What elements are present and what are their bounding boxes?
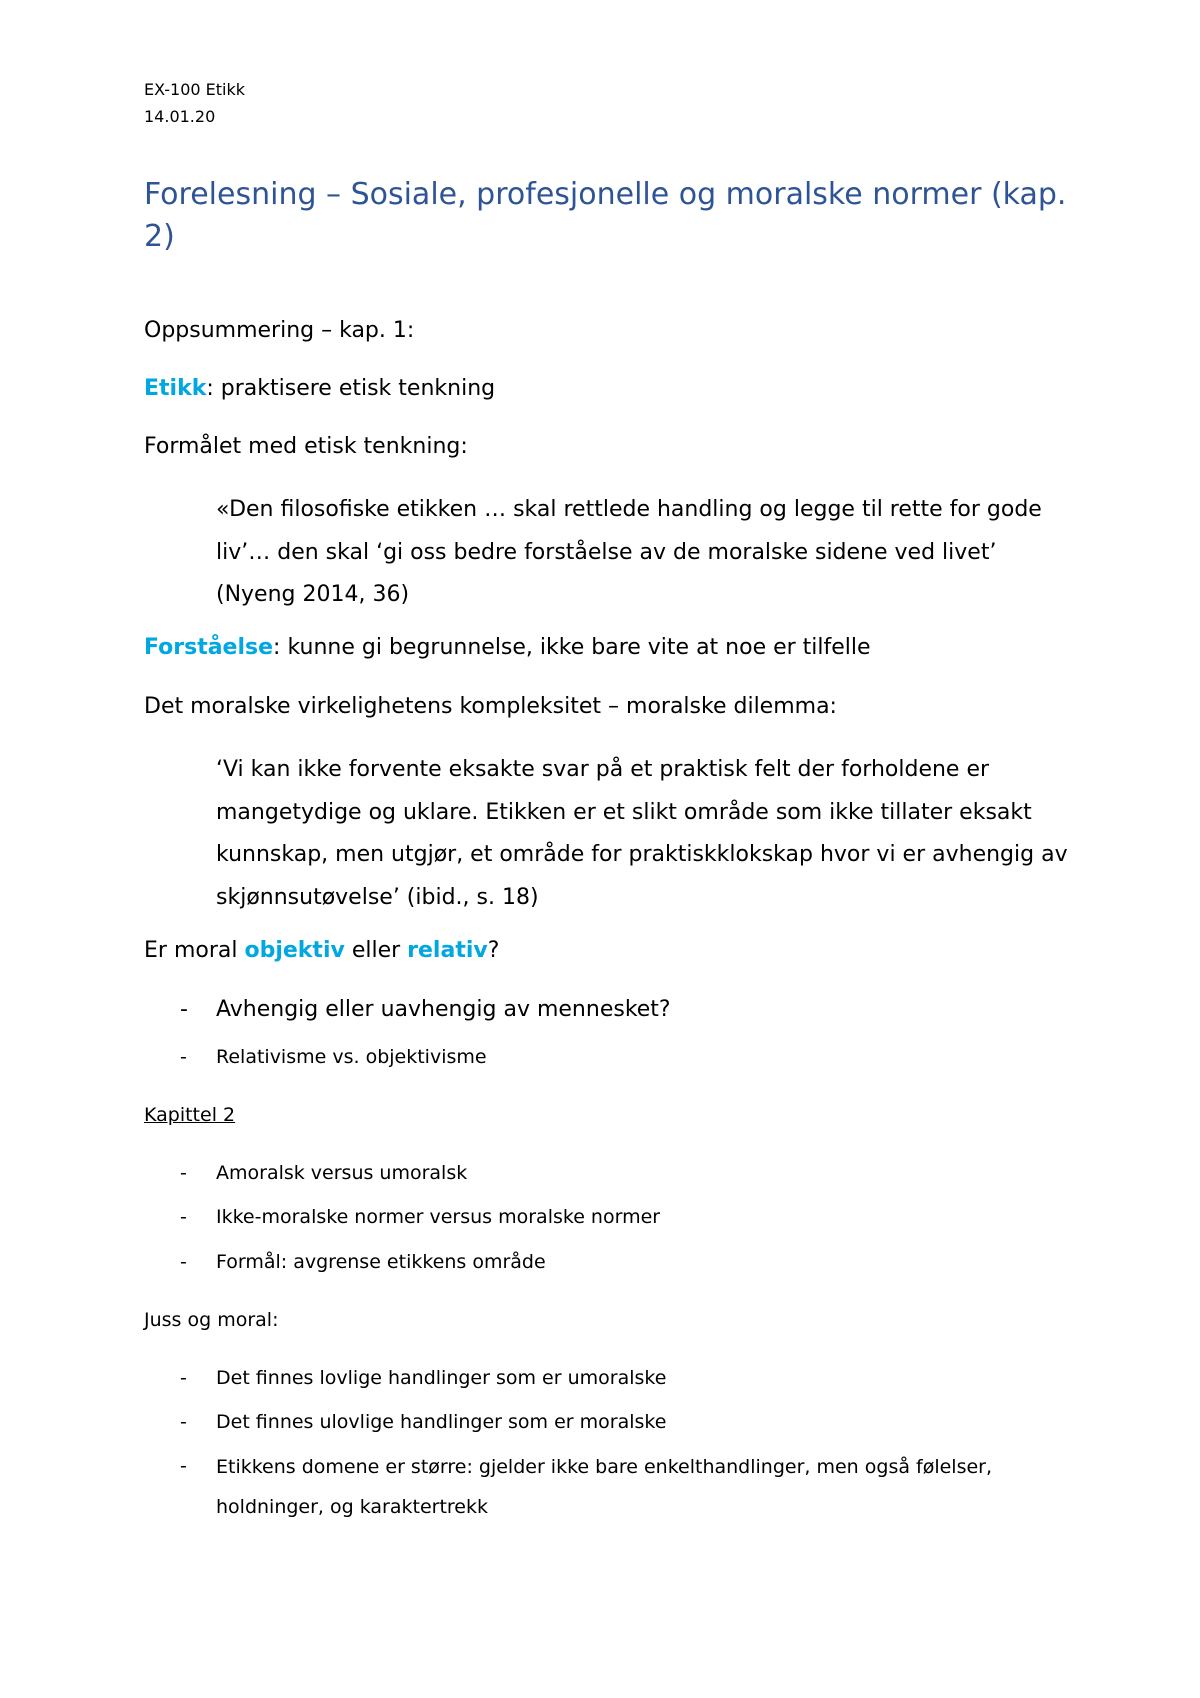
list-item-text: Det finnes ulovlige handlinger som er moralske bbox=[216, 1411, 667, 1433]
list-item-text: Det finnes lovlige handlinger som er umoralske bbox=[216, 1367, 667, 1389]
bullet-dash: - bbox=[180, 1455, 187, 1477]
bullet-dash: - bbox=[180, 1251, 187, 1273]
forstaaelse-term: Forståelse bbox=[144, 635, 274, 660]
list-item-text: Amoralsk versus umoralsk bbox=[216, 1162, 468, 1184]
question-middle: eller bbox=[344, 938, 408, 963]
bullet-dash: - bbox=[180, 1162, 187, 1184]
bullet-dash: - bbox=[180, 997, 188, 1022]
chapter-heading: Kapittel 2 bbox=[144, 1104, 236, 1126]
question-line bbox=[144, 936, 499, 966]
complexity-heading: Det moralske virkelighetens kompleksitet – moralske dilemma: bbox=[144, 694, 837, 719]
bullet-dash: - bbox=[180, 1206, 187, 1228]
bullet-dash: - bbox=[180, 1411, 187, 1433]
bullet-dash: - bbox=[180, 1046, 187, 1068]
purpose-heading: Formålet med etisk tenkning: bbox=[144, 434, 468, 459]
list-item-text: Formål: avgrense etikkens område bbox=[216, 1251, 546, 1273]
etikk-line bbox=[144, 374, 495, 404]
law-heading: Juss og moral: bbox=[144, 1309, 279, 1331]
list-item-text: Etikkens domene er større: gjelder ikke bare enkelthandlinger, men også følelser, holdninger, og karaktertrekk bbox=[216, 1456, 993, 1518]
quote-nyeng: «Den filosofiske etikken … skal rettlede handling og legge til rette for gode liv’… den skal ‘gi oss bedre forståelse av de moralske sidene ved livet’ (Nyeng 2014, 36) bbox=[216, 497, 1042, 607]
relativ-term: relativ bbox=[407, 938, 488, 963]
question-prefix: Er moral bbox=[144, 938, 245, 963]
etikk-term: Etikk bbox=[144, 376, 207, 401]
bullet-dash: - bbox=[180, 1367, 187, 1389]
quote-ibid: ‘Vi kan ikke forvente eksakte svar på et praktisk felt der forholdene er mangetydige og uklare. Etikken er et slikt område som ikke tillater eksakt kunnskap, men utgjør, et område for praktiskklokskap hvor vi er avhengig av skjønnsutøvelse’ (ibid., s. 18) bbox=[216, 757, 1068, 910]
forstaaelse-line bbox=[144, 633, 871, 663]
course-label: EX-100 Etikk bbox=[144, 80, 246, 99]
objektiv-term: objektiv bbox=[244, 938, 345, 963]
date-label: 14.01.20 bbox=[144, 107, 216, 126]
forstaaelse-definition: : kunne gi begrunnelse, ikke bare vite at noe er tilfelle bbox=[273, 635, 871, 660]
document-header bbox=[144, 76, 245, 130]
etikk-definition: : praktisere etisk tenkning bbox=[206, 376, 496, 401]
list-item-text: Ikke-moralske normer versus moralske normer bbox=[216, 1206, 661, 1228]
summary-heading: Oppsummering – kap. 1: bbox=[144, 318, 415, 343]
page-title: Forelesning – Sosiale, profesjonelle og moralske normer (kap. 2) bbox=[144, 177, 1067, 254]
question-suffix: ? bbox=[487, 938, 500, 963]
list-item-text: Relativisme vs. objektivisme bbox=[216, 1046, 487, 1068]
list-item-text: Avhengig eller uavhengig av mennesket? bbox=[216, 997, 671, 1022]
